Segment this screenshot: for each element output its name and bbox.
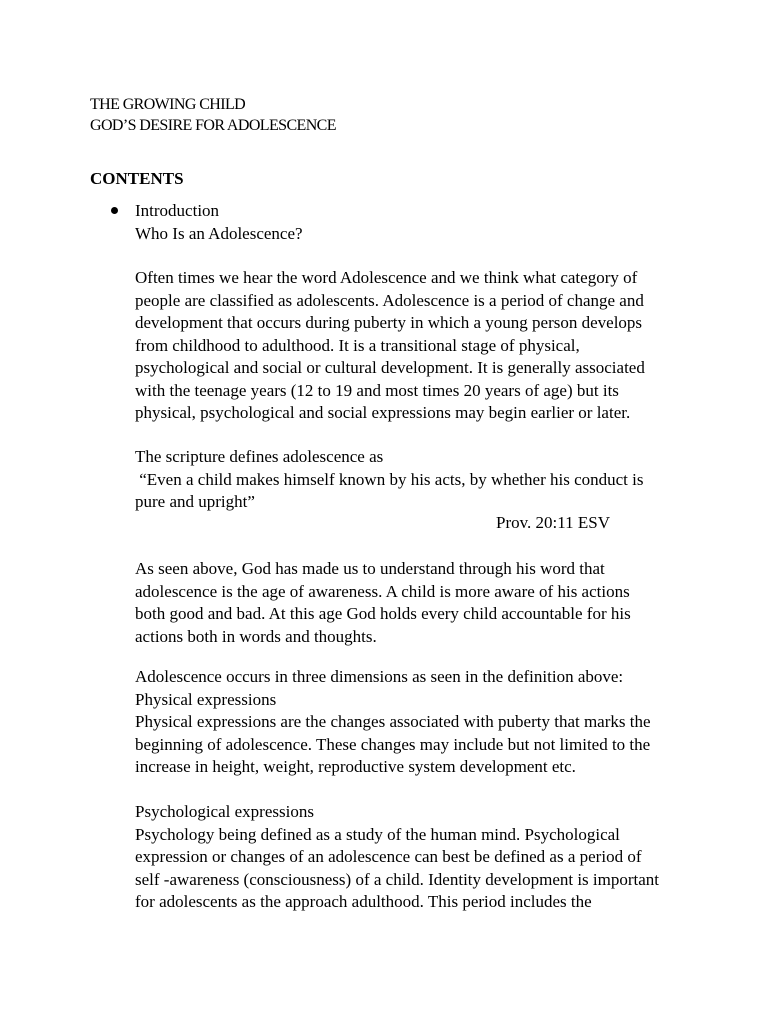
paragraph-line: As seen above, God has made us to understand through his word that — [135, 559, 605, 578]
scripture-citation: Prov. 20:11 ESV — [496, 513, 610, 532]
paragraph-definition — [135, 267, 695, 425]
introduction-section — [135, 200, 695, 245]
document-subtitle: GOD’S DESIRE FOR ADOLESCENCE — [90, 117, 336, 134]
physical-heading: Physical expressions — [135, 689, 277, 709]
paragraph-line: expression or changes of an adolescence can best be defined as a period of — [135, 847, 642, 866]
paragraph-line: people are classified as adolescents. Adolescence is a period of change and — [135, 290, 644, 310]
paragraph-line: for adolescents as the approach adulthood. This period includes the — [135, 892, 592, 911]
paragraph-line: increase in height, weight, reproductive system development etc. — [135, 757, 576, 776]
paragraph-line: psychological and social or cultural development. It is generally associated — [135, 358, 645, 377]
paragraph-awareness — [135, 558, 695, 648]
scripture-block — [135, 446, 695, 514]
paragraph-line: actions both in words and thoughts. — [135, 626, 377, 646]
dimensions-intro: Adolescence occurs in three dimensions as seen in the definition above: — [135, 667, 624, 686]
psychological-heading: Psychological expressions — [135, 802, 314, 821]
paragraph-line: physical, psychological and social expressions may begin earlier or later. — [135, 403, 631, 422]
bullet-icon — [111, 207, 118, 214]
section-heading: Who Is an Adolescence? — [135, 223, 303, 243]
contents-heading: CONTENTS — [90, 169, 184, 188]
paragraph-line: with the teenage years (12 to 19 and most times 20 years of age) but its — [135, 380, 619, 400]
scripture-quote-line: “Even a child makes himself known by his acts, by whether his conduct is — [135, 469, 644, 489]
psychological-section — [135, 801, 695, 914]
paragraph-line: from childhood to adulthood. It is a transitional stage of physical, — [135, 335, 580, 355]
paragraph-line: both good and bad. At this age God holds every child accountable for his — [135, 604, 631, 623]
paragraph-line: Psychology being defined as a study of the human mind. Psychological — [135, 824, 620, 844]
bullet-item-introduction: Introduction — [135, 201, 220, 220]
scripture-intro: The scripture defines adolescence as — [135, 447, 384, 466]
paragraph-line: development that occurs during puberty in which a young person develops — [135, 313, 643, 332]
paragraph-line: adolescence is the age of awareness. A child is more aware of his actions — [135, 581, 630, 601]
paragraph-line: self -awareness (consciousness) of a child. Identity development is important — [135, 869, 660, 889]
paragraph-line: beginning of adolescence. These changes may include but not limited to the — [135, 734, 651, 754]
paragraph-line: Often times we hear the word Adolescence and we think what category of — [135, 268, 638, 287]
scripture-quote-line: pure and upright” — [135, 492, 255, 511]
document-title: THE GROWING CHILD — [90, 96, 246, 113]
dimensions-section — [135, 666, 695, 779]
paragraph-line: Physical expressions are the changes associated with puberty that marks the — [135, 712, 651, 731]
